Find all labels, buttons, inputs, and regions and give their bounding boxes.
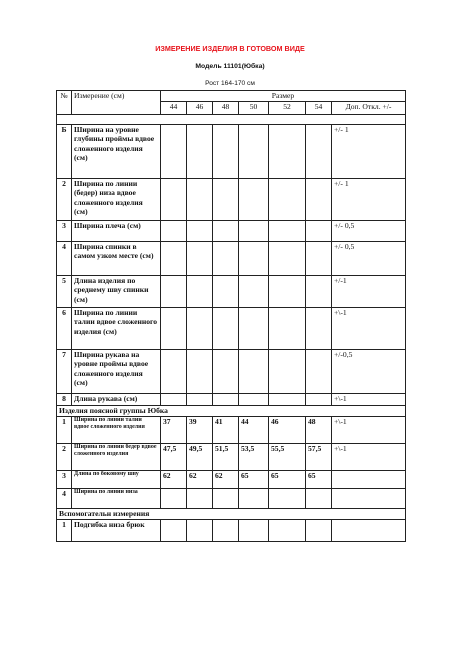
row-tol <box>332 471 406 489</box>
row-tol: +/- 0,5 <box>332 242 406 276</box>
row-tol <box>332 489 406 509</box>
table-row <box>57 308 406 350</box>
row-tol: +/- 1 <box>332 179 406 221</box>
value-cell: 41 <box>213 417 239 444</box>
row-tol: +/- 0,5 <box>332 221 406 242</box>
value-cell: 49,5 <box>187 444 213 471</box>
table-row <box>57 520 406 542</box>
value-cell: 39 <box>187 417 213 444</box>
row-num: Б <box>57 125 72 179</box>
header-row <box>57 91 406 102</box>
measurement-table <box>56 90 406 542</box>
size-48: 48 <box>213 102 239 115</box>
table-row <box>57 489 406 509</box>
value-cell: 62 <box>213 471 239 489</box>
row-tol: +/- 1 <box>332 125 406 179</box>
row-name: Ширина на уровне глубины проймы вдвое сложенного изделия (см) <box>72 125 161 179</box>
document-title: ИЗМЕРЕНИЕ ИЗДЕЛИЯ В ГОТОВОМ ВИДЕ <box>155 44 305 53</box>
row-tol: +\-1 <box>332 417 406 444</box>
row-tol: +/-1 <box>332 276 406 308</box>
value-cell <box>269 489 306 509</box>
value-cell: 62 <box>161 471 187 489</box>
row-name: Ширина по линии талии вдвое сложенного изделия (см) <box>72 308 161 350</box>
value-cell: 62 <box>187 471 213 489</box>
size-52: 52 <box>269 102 306 115</box>
row-name: Длина рукава (см) <box>72 394 161 406</box>
value-cell: 37 <box>161 417 187 444</box>
row-num: 2 <box>57 179 72 221</box>
value-cell: 48 <box>306 417 332 444</box>
table-row <box>57 276 406 308</box>
row-name: Ширина рукава на уровне проймы вдвое сложенного изделия (см) <box>72 350 161 394</box>
value-cell: 53,5 <box>239 444 269 471</box>
row-name: Длина изделия по среднему шву спинки (см) <box>72 276 161 308</box>
row-num: 7 <box>57 350 72 394</box>
value-cell <box>213 489 239 509</box>
size-46: 46 <box>187 102 213 115</box>
row-num: 8 <box>57 394 72 406</box>
value-cell <box>187 489 213 509</box>
section-label: Вспомогательн измерения <box>57 509 406 520</box>
height-label: Рост 164-170 см <box>205 80 255 87</box>
row-num: 1 <box>57 417 72 444</box>
value-cell <box>161 489 187 509</box>
spacer-row <box>57 115 406 125</box>
col-num-header: № <box>57 91 72 115</box>
row-num: 3 <box>57 221 72 242</box>
row-tol: +/-0,5 <box>332 350 406 394</box>
row-tol: +\-1 <box>332 394 406 406</box>
col-tol-header: Доп. Откл. +/- <box>332 102 406 115</box>
size-54: 54 <box>306 102 332 115</box>
table-row <box>57 471 406 489</box>
row-tol: +\-1 <box>332 444 406 471</box>
table-row <box>57 394 406 406</box>
row-tol: +\-1 <box>332 308 406 350</box>
row-name: Ширина по линии (бедер) низа вдвое сложенного изделия (см) <box>72 179 161 221</box>
col-size-header: Размер <box>161 91 406 102</box>
value-cell: 65 <box>306 471 332 489</box>
section-label: Изделия поясной группы Юбка <box>57 406 406 417</box>
value-cell <box>239 489 269 509</box>
table-row <box>57 242 406 276</box>
row-num: 4 <box>57 242 72 276</box>
model-label: Модель 11101(Юбка) <box>195 63 265 70</box>
row-num: 2 <box>57 444 72 471</box>
row-name: Ширина по линии низа <box>72 489 161 509</box>
row-name: Ширина по линии бедер вдвое сложенного изделия <box>72 444 161 471</box>
table-row <box>57 179 406 221</box>
table-row <box>57 417 406 444</box>
row-name: Длина по боковому шву <box>72 471 161 489</box>
row-name: Ширина по линии талии вдвое сложенного изделия <box>72 417 161 444</box>
table-row <box>57 221 406 242</box>
row-num: 5 <box>57 276 72 308</box>
value-cell: 47,5 <box>161 444 187 471</box>
row-name: Подгибка низа брюк <box>72 520 161 542</box>
row-name: Ширина плеча (см) <box>72 221 161 242</box>
table-row <box>57 125 406 179</box>
section-row-skirt <box>57 406 406 417</box>
value-cell: 55,5 <box>269 444 306 471</box>
row-name: Ширина спинки в самом узком месте (см) <box>72 242 161 276</box>
col-measure-header: Измерение (см) <box>72 91 161 115</box>
value-cell: 65 <box>239 471 269 489</box>
row-num: 1 <box>57 520 72 542</box>
size-44: 44 <box>161 102 187 115</box>
row-num: 3 <box>57 471 72 489</box>
value-cell: 57,5 <box>306 444 332 471</box>
section-row-aux <box>57 509 406 520</box>
value-cell: 51,5 <box>213 444 239 471</box>
table-row <box>57 350 406 394</box>
size-50: 50 <box>239 102 269 115</box>
value-cell: 65 <box>269 471 306 489</box>
value-cell <box>306 489 332 509</box>
row-tol <box>332 520 406 542</box>
row-num: 4 <box>57 489 72 509</box>
table-row <box>57 444 406 471</box>
value-cell: 46 <box>269 417 306 444</box>
value-cell: 44 <box>239 417 269 444</box>
row-num: 6 <box>57 308 72 350</box>
